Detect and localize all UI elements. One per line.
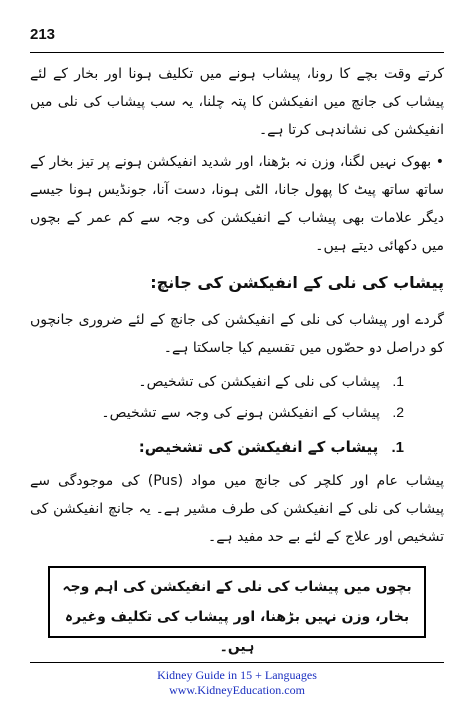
page-number: 213 — [30, 26, 56, 43]
subsection-heading — [30, 432, 444, 463]
section-heading: پیشاب کی نلی کے انفیکشن کی جانچ: — [150, 273, 444, 292]
list-item — [30, 366, 444, 397]
callout-text: بچوں میں پیشاب کی نلی کے انفیکشن کی اہم وجہ بخار، وزن نہیں بڑھنا، اور پیشاب کی تکلیف وغیرہ ہیں۔ — [62, 579, 412, 655]
header-divider — [30, 52, 444, 53]
callout-box — [48, 566, 426, 655]
footer — [0, 668, 474, 698]
list-item-text: پیشاب کی نلی کے انفیکشن کی تشخیص۔ — [138, 374, 380, 390]
list-item — [30, 397, 444, 428]
list-item-number: 2. — [392, 404, 404, 420]
body-paragraph-3: گردے اور پیشاب کی نلی کے انفیکشن کی جانچ کے لئے ضروری جانچوں کو دراصل دو حصّوں میں تقسیم کیا جاسکتا ہے۔ — [30, 312, 444, 356]
body-paragraph-4: پیشاب عام اور کلچر کی جانچ میں مواد (Pus) کی موجودگی سے پیشاب کی نلی کے انفیکشن کی طرف مشیر ہے۔ یہ جانچ انفیکشن کی تشخیص اور علاج کے لئے بے حد مفید ہے۔ — [30, 473, 444, 545]
body-paragraph-1: کرتے وقت بچے کا رونا، پیشاب ہونے میں تکلیف ہونا اور بخار کے لئے پیشاب کی جانچ میں انفیکشن کا پتہ چلنا، یہ سب پیشاب کی نلی میں انفیکشن کی نشاندہی کرتا ہے۔ — [30, 66, 444, 138]
list-item-text: پیشاب کے انفیکشن ہونے کی وجہ سے تشخیص۔ — [101, 405, 380, 421]
body-paragraph-2: • بھوک نہیں لگنا، وزن نہ بڑھنا، اور شدید انفیکشن ہونے پر تیز بخار کے ساتھ ساتھ پیٹ کا پھول جانا، الٹی ہونا، دست آنا، جونڈیس ہونا جیسے دیگر علامات بھی پیشاب کے انفیکشن کی وجہ سے کم عمر کے بچوں میں دکھائی دیتے ہیں۔ — [30, 154, 444, 254]
page-content — [30, 60, 444, 555]
footer-website-link[interactable]: www.KidneyEducation.com — [169, 683, 305, 697]
footer-divider — [30, 662, 444, 663]
list-item-number: 1. — [392, 373, 404, 389]
subsection-title: پیشاب کے انفیکشن کی تشخیص: — [138, 438, 379, 456]
footer-title: Kidney Guide in 15 + Languages — [157, 668, 317, 682]
subsection-number: 1. — [391, 439, 404, 456]
